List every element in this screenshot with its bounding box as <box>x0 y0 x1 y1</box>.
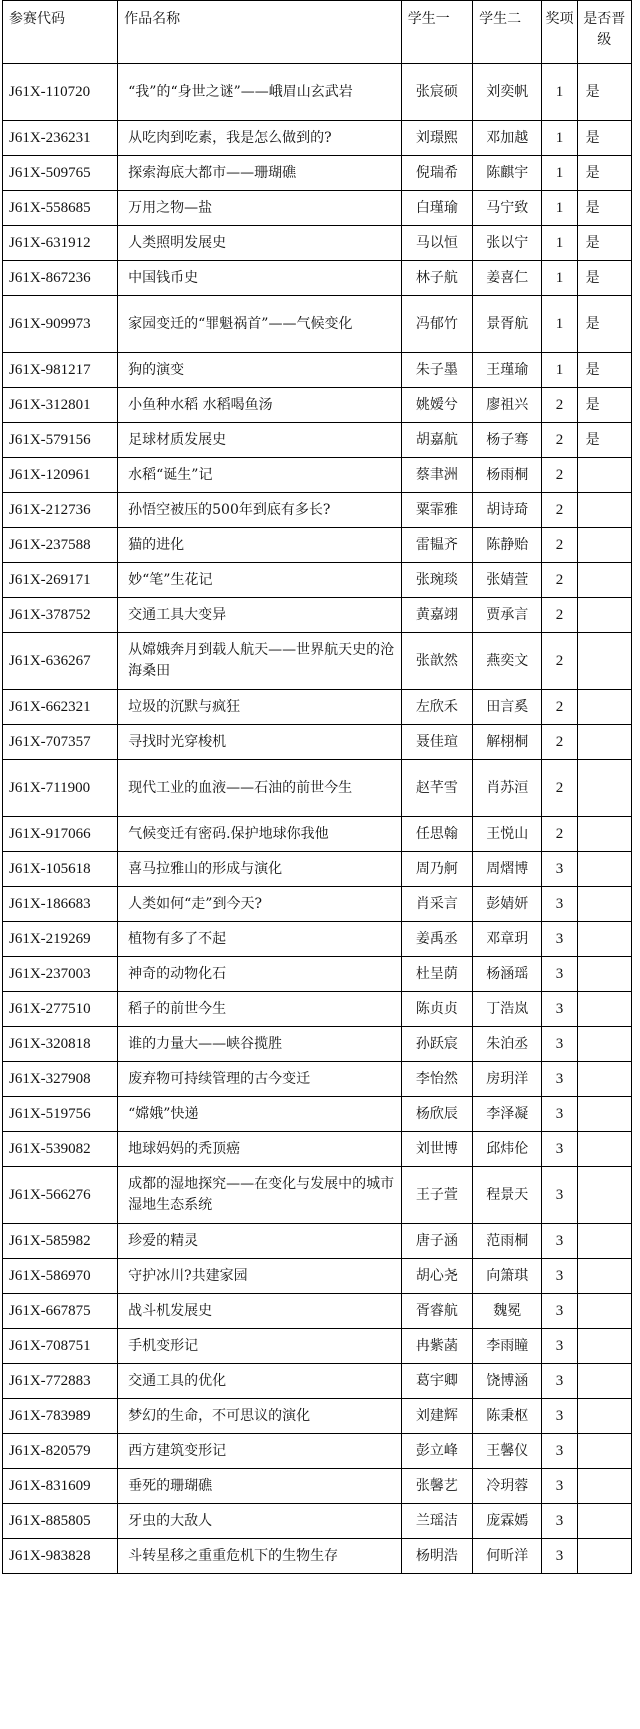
cell-title: 探索海底大都市——珊瑚礁 <box>118 156 402 191</box>
cell-title: 斗转星移之重重危机下的生物生存 <box>118 1539 402 1574</box>
table-row <box>3 760 632 817</box>
cell-code: J61X-219269 <box>3 922 118 957</box>
cell-student1: 王子萱 <box>401 1167 472 1224</box>
cell-code: J61X-236231 <box>3 121 118 156</box>
cell-code: J61X-783989 <box>3 1399 118 1434</box>
cell-advance <box>577 1399 631 1434</box>
cell-student2: 何昕洋 <box>473 1539 542 1574</box>
cell-student2: 庞霖嫣 <box>473 1504 542 1539</box>
cell-student1: 黄嘉翊 <box>401 598 472 633</box>
table-row <box>3 817 632 852</box>
table-row <box>3 922 632 957</box>
cell-advance <box>577 1329 631 1364</box>
cell-code: J61X-831609 <box>3 1469 118 1504</box>
cell-advance <box>577 493 631 528</box>
cell-code: J61X-981217 <box>3 353 118 388</box>
table-row <box>3 121 632 156</box>
cell-student1: 赵芊雪 <box>401 760 472 817</box>
cell-title: 水稻“诞生”记 <box>118 458 402 493</box>
cell-code: J61X-237588 <box>3 528 118 563</box>
cell-title: 从吃肉到吃素，我是怎么做到的? <box>118 121 402 156</box>
cell-award: 3 <box>542 1097 577 1132</box>
cell-code: J61X-885805 <box>3 1504 118 1539</box>
cell-award: 1 <box>542 353 577 388</box>
cell-student2: 李泽凝 <box>473 1097 542 1132</box>
cell-student1: 兰瑶洁 <box>401 1504 472 1539</box>
table-row <box>3 156 632 191</box>
table-row <box>3 633 632 690</box>
cell-title: 交通工具大变异 <box>118 598 402 633</box>
table-row <box>3 1027 632 1062</box>
cell-code: J61X-539082 <box>3 1132 118 1167</box>
table-row <box>3 1329 632 1364</box>
cell-advance <box>577 1364 631 1399</box>
cell-code: J61X-909973 <box>3 296 118 353</box>
table-row <box>3 296 632 353</box>
cell-award: 3 <box>542 887 577 922</box>
table-row <box>3 388 632 423</box>
cell-advance <box>577 922 631 957</box>
cell-code: J61X-917066 <box>3 817 118 852</box>
cell-student1: 姜禹丞 <box>401 922 472 957</box>
cell-advance: 是 <box>577 64 631 121</box>
cell-student1: 冯郁竹 <box>401 296 472 353</box>
cell-student1: 张宸硕 <box>401 64 472 121</box>
cell-title: 孙悟空被压的500年到底有多长? <box>118 493 402 528</box>
cell-award: 2 <box>542 760 577 817</box>
cell-student2: 刘奕帆 <box>473 64 542 121</box>
cell-code: J61X-378752 <box>3 598 118 633</box>
cell-student2: 马宁致 <box>473 191 542 226</box>
cell-title: 植物有多了不起 <box>118 922 402 957</box>
cell-code: J61X-269171 <box>3 563 118 598</box>
cell-title: 喜马拉雅山的形成与演化 <box>118 852 402 887</box>
cell-student1: 聂佳瑄 <box>401 725 472 760</box>
cell-advance: 是 <box>577 121 631 156</box>
cell-code: J61X-558685 <box>3 191 118 226</box>
table-row <box>3 725 632 760</box>
cell-advance <box>577 1434 631 1469</box>
cell-award: 3 <box>542 1259 577 1294</box>
cell-title: 战斗机发展史 <box>118 1294 402 1329</box>
cell-title: 寻找时光穿梭机 <box>118 725 402 760</box>
cell-student2: 房玥洋 <box>473 1062 542 1097</box>
cell-student1: 刘建辉 <box>401 1399 472 1434</box>
cell-award: 3 <box>542 1539 577 1574</box>
cell-code: J61X-120961 <box>3 458 118 493</box>
cell-student1: 杨欣辰 <box>401 1097 472 1132</box>
cell-student1: 白瑾瑜 <box>401 191 472 226</box>
cell-student1: 肖采言 <box>401 887 472 922</box>
table-row <box>3 493 632 528</box>
header-student2: 学生二 <box>473 1 542 64</box>
cell-award: 1 <box>542 156 577 191</box>
table-row <box>3 458 632 493</box>
cell-award: 3 <box>542 852 577 887</box>
cell-student2: 陈麒宇 <box>473 156 542 191</box>
cell-title: 垂死的珊瑚礁 <box>118 1469 402 1504</box>
cell-advance <box>577 690 631 725</box>
cell-code: J61X-772883 <box>3 1364 118 1399</box>
cell-student1: 姚嫒兮 <box>401 388 472 423</box>
cell-student2: 杨雨桐 <box>473 458 542 493</box>
header-code: 参赛代码 <box>3 1 118 64</box>
cell-student1: 胥睿航 <box>401 1294 472 1329</box>
cell-student1: 冉紫菡 <box>401 1329 472 1364</box>
table-row <box>3 887 632 922</box>
cell-student1: 唐子涵 <box>401 1224 472 1259</box>
cell-award: 3 <box>542 1504 577 1539</box>
cell-award: 1 <box>542 226 577 261</box>
cell-advance <box>577 992 631 1027</box>
cell-student1: 左欣禾 <box>401 690 472 725</box>
cell-student2: 王悦山 <box>473 817 542 852</box>
cell-award: 3 <box>542 1062 577 1097</box>
table-row <box>3 1434 632 1469</box>
cell-title: 从嫦娥奔月到载人航天——世界航天史的沧海桑田 <box>118 633 402 690</box>
header-award: 奖项 <box>542 1 577 64</box>
cell-student1: 周乃舸 <box>401 852 472 887</box>
cell-advance <box>577 725 631 760</box>
table-row <box>3 1469 632 1504</box>
cell-student2: 杨子骞 <box>473 423 542 458</box>
cell-title: 狗的演变 <box>118 353 402 388</box>
cell-student2: 景胥航 <box>473 296 542 353</box>
cell-student2: 陈秉枢 <box>473 1399 542 1434</box>
cell-student2: 王馨仪 <box>473 1434 542 1469</box>
cell-award: 1 <box>542 296 577 353</box>
cell-code: J61X-212736 <box>3 493 118 528</box>
table-body <box>3 64 632 1574</box>
cell-award: 3 <box>542 1364 577 1399</box>
cell-award: 2 <box>542 458 577 493</box>
cell-advance <box>577 817 631 852</box>
cell-code: J61X-708751 <box>3 1329 118 1364</box>
cell-advance <box>577 852 631 887</box>
cell-award: 2 <box>542 563 577 598</box>
cell-code: J61X-631912 <box>3 226 118 261</box>
cell-code: J61X-667875 <box>3 1294 118 1329</box>
cell-student1: 胡心尧 <box>401 1259 472 1294</box>
cell-student1: 张馨艺 <box>401 1469 472 1504</box>
cell-advance <box>577 1504 631 1539</box>
table-row <box>3 1167 632 1224</box>
cell-code: J61X-579156 <box>3 423 118 458</box>
cell-student1: 李怡然 <box>401 1062 472 1097</box>
cell-student2: 丁浩岚 <box>473 992 542 1027</box>
cell-student1: 杨明浩 <box>401 1539 472 1574</box>
cell-advance <box>577 760 631 817</box>
cell-code: J61X-867236 <box>3 261 118 296</box>
cell-advance <box>577 1539 631 1574</box>
header-student1: 学生一 <box>401 1 472 64</box>
cell-award: 3 <box>542 1329 577 1364</box>
cell-advance <box>577 1132 631 1167</box>
cell-title: 小鱼种水稻 水稻喝鱼汤 <box>118 388 402 423</box>
cell-student1: 胡嘉航 <box>401 423 472 458</box>
cell-title: 稻子的前世今生 <box>118 992 402 1027</box>
cell-student2: 姜喜仁 <box>473 261 542 296</box>
cell-code: J61X-586970 <box>3 1259 118 1294</box>
table-row <box>3 1539 632 1574</box>
cell-title: 梦幻的生命，不可思议的演化 <box>118 1399 402 1434</box>
cell-student2: 田言奚 <box>473 690 542 725</box>
cell-advance <box>577 1224 631 1259</box>
cell-title: 现代工业的血液——石油的前世今生 <box>118 760 402 817</box>
cell-advance <box>577 1062 631 1097</box>
cell-advance <box>577 957 631 992</box>
cell-student2: 彭婧妍 <box>473 887 542 922</box>
cell-advance <box>577 563 631 598</box>
cell-advance <box>577 1027 631 1062</box>
cell-student2: 杨涵瑶 <box>473 957 542 992</box>
table-row <box>3 1399 632 1434</box>
cell-award: 3 <box>542 957 577 992</box>
cell-student2: 程景天 <box>473 1167 542 1224</box>
cell-award: 2 <box>542 598 577 633</box>
cell-title: 手机变形记 <box>118 1329 402 1364</box>
table-row <box>3 992 632 1027</box>
table-row <box>3 1062 632 1097</box>
cell-title: 猫的进化 <box>118 528 402 563</box>
cell-advance <box>577 1097 631 1132</box>
table-row <box>3 423 632 458</box>
cell-title: “我”的“身世之谜”——峨眉山玄武岩 <box>118 64 402 121</box>
cell-student1: 倪瑞希 <box>401 156 472 191</box>
cell-code: J61X-566276 <box>3 1167 118 1224</box>
cell-award: 3 <box>542 922 577 957</box>
table-row <box>3 957 632 992</box>
cell-code: J61X-509765 <box>3 156 118 191</box>
cell-student2: 肖苏洹 <box>473 760 542 817</box>
cell-title: 珍爱的精灵 <box>118 1224 402 1259</box>
cell-student1: 雷韫齐 <box>401 528 472 563</box>
cell-student1: 陈贞贞 <box>401 992 472 1027</box>
table-row <box>3 1294 632 1329</box>
cell-award: 2 <box>542 493 577 528</box>
cell-student2: 王瑾瑜 <box>473 353 542 388</box>
cell-student1: 张琬琰 <box>401 563 472 598</box>
table-row <box>3 1132 632 1167</box>
cell-student2: 周熠博 <box>473 852 542 887</box>
cell-title: 地球妈妈的秃顶癌 <box>118 1132 402 1167</box>
cell-code: J61X-110720 <box>3 64 118 121</box>
cell-advance: 是 <box>577 296 631 353</box>
cell-award: 2 <box>542 388 577 423</box>
table-row <box>3 64 632 121</box>
table-row <box>3 528 632 563</box>
cell-advance <box>577 887 631 922</box>
table-row <box>3 598 632 633</box>
cell-code: J61X-327908 <box>3 1062 118 1097</box>
cell-award: 1 <box>542 191 577 226</box>
cell-code: J61X-277510 <box>3 992 118 1027</box>
cell-award: 1 <box>542 261 577 296</box>
table-header-row <box>3 1 632 64</box>
cell-code: J61X-707357 <box>3 725 118 760</box>
cell-advance: 是 <box>577 226 631 261</box>
cell-award: 3 <box>542 1434 577 1469</box>
cell-advance <box>577 1259 631 1294</box>
cell-student2: 张以宁 <box>473 226 542 261</box>
cell-advance <box>577 1167 631 1224</box>
cell-code: J61X-312801 <box>3 388 118 423</box>
header-title: 作品名称 <box>118 1 402 64</box>
cell-student1: 彭立峰 <box>401 1434 472 1469</box>
cell-student2: 邓加越 <box>473 121 542 156</box>
cell-advance <box>577 458 631 493</box>
cell-title: 家园变迁的“罪魁祸首”——气候变化 <box>118 296 402 353</box>
cell-award: 2 <box>542 633 577 690</box>
cell-title: 交通工具的优化 <box>118 1364 402 1399</box>
cell-student1: 葛宇卿 <box>401 1364 472 1399</box>
cell-student2: 邱炜伦 <box>473 1132 542 1167</box>
cell-code: J61X-519756 <box>3 1097 118 1132</box>
cell-title: “嫦娥”快递 <box>118 1097 402 1132</box>
cell-advance: 是 <box>577 156 631 191</box>
cell-award: 3 <box>542 1399 577 1434</box>
cell-code: J61X-662321 <box>3 690 118 725</box>
cell-student2: 李雨瞳 <box>473 1329 542 1364</box>
cell-title: 足球材质发展史 <box>118 423 402 458</box>
cell-student2: 燕奕文 <box>473 633 542 690</box>
cell-award: 2 <box>542 423 577 458</box>
cell-student1: 孙跃宸 <box>401 1027 472 1062</box>
cell-title: 成都的湿地探究——在变化与发展中的城市湿地生态系统 <box>118 1167 402 1224</box>
cell-student1: 马以恒 <box>401 226 472 261</box>
cell-code: J61X-820579 <box>3 1434 118 1469</box>
table-row <box>3 226 632 261</box>
cell-award: 2 <box>542 528 577 563</box>
table-row <box>3 852 632 887</box>
cell-award: 3 <box>542 992 577 1027</box>
cell-award: 1 <box>542 64 577 121</box>
cell-title: 人类照明发展史 <box>118 226 402 261</box>
cell-code: J61X-983828 <box>3 1539 118 1574</box>
cell-student2: 朱泊丞 <box>473 1027 542 1062</box>
cell-advance <box>577 1294 631 1329</box>
cell-student1: 刘世博 <box>401 1132 472 1167</box>
cell-student1: 粟霏雅 <box>401 493 472 528</box>
table-row <box>3 1097 632 1132</box>
cell-title: 垃圾的沉默与疯狂 <box>118 690 402 725</box>
cell-advance: 是 <box>577 261 631 296</box>
cell-award: 3 <box>542 1469 577 1504</box>
cell-advance <box>577 528 631 563</box>
cell-code: J61X-636267 <box>3 633 118 690</box>
table-row <box>3 690 632 725</box>
cell-student2: 贾承言 <box>473 598 542 633</box>
cell-title: 西方建筑变形记 <box>118 1434 402 1469</box>
cell-student2: 廖祖兴 <box>473 388 542 423</box>
cell-student2: 冷玥蓉 <box>473 1469 542 1504</box>
cell-award: 3 <box>542 1167 577 1224</box>
cell-student1: 任思翰 <box>401 817 472 852</box>
cell-title: 妙“笔”生花记 <box>118 563 402 598</box>
cell-student2: 向箫琪 <box>473 1259 542 1294</box>
cell-award: 2 <box>542 690 577 725</box>
cell-advance: 是 <box>577 423 631 458</box>
cell-student2: 解栩桐 <box>473 725 542 760</box>
cell-code: J61X-585982 <box>3 1224 118 1259</box>
cell-advance <box>577 598 631 633</box>
cell-title: 谁的力量大——峡谷揽胜 <box>118 1027 402 1062</box>
cell-title: 中国钱币史 <box>118 261 402 296</box>
cell-student2: 饶博涵 <box>473 1364 542 1399</box>
cell-award: 1 <box>542 121 577 156</box>
cell-code: J61X-186683 <box>3 887 118 922</box>
awards-table <box>2 0 632 1574</box>
cell-code: J61X-105618 <box>3 852 118 887</box>
cell-title: 人类如何“走”到今天? <box>118 887 402 922</box>
cell-title: 气候变迁有密码.保护地球你我他 <box>118 817 402 852</box>
cell-advance: 是 <box>577 388 631 423</box>
table-row <box>3 191 632 226</box>
table-row <box>3 1259 632 1294</box>
cell-code: J61X-320818 <box>3 1027 118 1062</box>
cell-student2: 张婧萱 <box>473 563 542 598</box>
table-row <box>3 261 632 296</box>
cell-student1: 林子航 <box>401 261 472 296</box>
cell-title: 神奇的动物化石 <box>118 957 402 992</box>
table-row <box>3 1504 632 1539</box>
cell-code: J61X-711900 <box>3 760 118 817</box>
cell-student1: 张歆然 <box>401 633 472 690</box>
table-row <box>3 563 632 598</box>
cell-code: J61X-237003 <box>3 957 118 992</box>
cell-advance <box>577 1469 631 1504</box>
cell-advance: 是 <box>577 191 631 226</box>
table-row <box>3 1224 632 1259</box>
cell-title: 牙虫的大敌人 <box>118 1504 402 1539</box>
cell-student1: 蔡聿洲 <box>401 458 472 493</box>
cell-award: 3 <box>542 1132 577 1167</box>
cell-student2: 陈静贻 <box>473 528 542 563</box>
cell-award: 3 <box>542 1224 577 1259</box>
cell-award: 2 <box>542 725 577 760</box>
cell-award: 2 <box>542 817 577 852</box>
cell-student2: 胡诗琦 <box>473 493 542 528</box>
header-advance: 是否晋级 <box>577 1 631 64</box>
table-row <box>3 353 632 388</box>
cell-student1: 朱子墨 <box>401 353 472 388</box>
cell-title: 万用之物—盐 <box>118 191 402 226</box>
cell-student1: 杜呈荫 <box>401 957 472 992</box>
cell-advance: 是 <box>577 353 631 388</box>
cell-advance <box>577 633 631 690</box>
cell-award: 3 <box>542 1027 577 1062</box>
cell-student2: 邓章玥 <box>473 922 542 957</box>
cell-student1: 刘璟熙 <box>401 121 472 156</box>
cell-title: 守护冰川?共建家园 <box>118 1259 402 1294</box>
cell-student2: 范雨桐 <box>473 1224 542 1259</box>
cell-student2: 魏冕 <box>473 1294 542 1329</box>
cell-award: 3 <box>542 1294 577 1329</box>
cell-title: 废弃物可持续管理的古今变迁 <box>118 1062 402 1097</box>
table-row <box>3 1364 632 1399</box>
